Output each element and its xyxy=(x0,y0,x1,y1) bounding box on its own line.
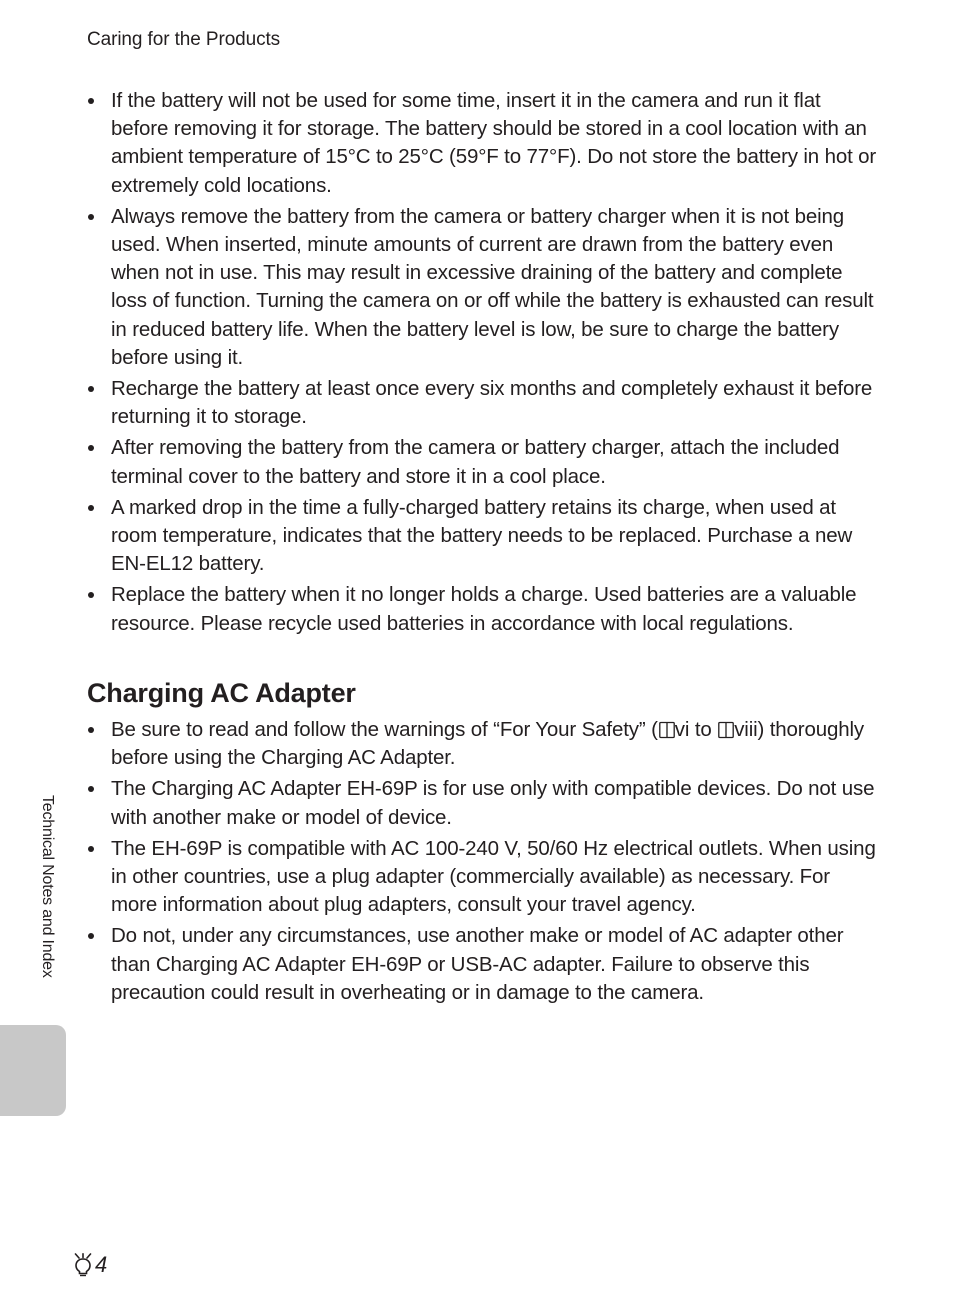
bullet-icon xyxy=(88,933,94,939)
page-marker xyxy=(72,1250,107,1280)
list-item-text: Always remove the battery from the camera or battery charger when it is not being used. When inserted, minute amounts of current are drawn from the battery even when not in use. This may result in excessive draining of the battery and complete loss of function. Turning the camera on or off while the battery is exhausted can result in reduced battery life. When the battery level is low, be sure to charge the battery before using it. xyxy=(111,204,874,369)
bullet-icon xyxy=(88,592,94,598)
technical-notes-icon xyxy=(72,1253,94,1277)
list-item-text: Recharge the battery at least once every six months and completely exhaust it before returning it to storage. xyxy=(111,377,873,429)
section-tab-label: Technical Notes and Index xyxy=(39,795,56,978)
list-item-text xyxy=(111,718,864,769)
list-item xyxy=(87,922,877,1007)
text-segment: to xyxy=(689,718,718,741)
page-reference-link[interactable]: viii xyxy=(734,718,758,741)
bullet-icon xyxy=(88,786,94,792)
list-item xyxy=(87,835,877,920)
list-item xyxy=(87,716,877,772)
list-item xyxy=(87,203,877,372)
list-item xyxy=(87,581,877,637)
list-item-text: Do not, under any circumstances, use another make or model of AC adapter other than Charging AC Adapter EH-69P or USB-AC adapter. Failure to observe this precaution could result in overheating or in damage to the camera. xyxy=(111,924,844,1004)
list-item xyxy=(87,434,877,490)
list-item-text: The Charging AC Adapter EH-69P is for use only with compatible devices. Do not use with another make or model of device. xyxy=(111,777,875,829)
list-item xyxy=(87,494,877,579)
list-item-text: If the battery will not be used for some time, insert it in the camera and run it flat before removing it for storage. The battery should be stored in a cool location with an ambient temperature of 15°C to 25°C (59°F to 77°F). Do not store the battery in hot or extremely cold locations. xyxy=(111,89,877,197)
list-item-text: After removing the battery from the camera or battery charger, attach the included terminal cover to the battery and store it in a cool place. xyxy=(111,436,840,488)
book-icon xyxy=(659,721,675,739)
bullet-icon xyxy=(88,98,94,104)
bullet-icon xyxy=(88,445,94,451)
list-item xyxy=(87,775,877,831)
bullet-icon xyxy=(88,214,94,220)
list-item xyxy=(87,375,877,431)
running-header: Caring for the Products xyxy=(87,29,281,50)
bullet-icon xyxy=(88,846,94,852)
list-item-text: A marked drop in the time a fully-charged battery retains its charge, when used at room temperature, indicates that the battery needs to be replaced. Purchase a new EN-EL12 battery. xyxy=(111,495,853,576)
text-segment: Be sure to read and follow the warnings of “For Your Safety” ( xyxy=(111,718,658,741)
ac-adapter-list xyxy=(87,716,877,1010)
text-segment: ) thoroughly before using the Charging AC Adapter. xyxy=(111,718,864,770)
list-item xyxy=(87,87,877,200)
bullet-icon xyxy=(88,386,94,392)
page-reference-link[interactable]: vi xyxy=(674,718,690,741)
list-item-text: The EH-69P is compatible with AC 100-240 V, 50/60 Hz electrical outlets. When using in other countries, use a plug adapter (commercially available) as necessary. For more information about plug adapters, consult your travel agency. xyxy=(111,836,876,917)
section-heading: Charging AC Adapter xyxy=(87,678,356,708)
section-tab xyxy=(0,1025,66,1116)
list-item-text: Replace the battery when it no longer holds a charge. Used batteries are a valuable resource. Please recycle used batteries in accordance with local regulations. xyxy=(111,583,857,635)
bullet-icon xyxy=(88,727,94,733)
page-number: 4 xyxy=(95,1252,108,1277)
book-icon xyxy=(718,721,734,739)
battery-care-list xyxy=(87,87,877,641)
bullet-icon xyxy=(88,505,94,511)
